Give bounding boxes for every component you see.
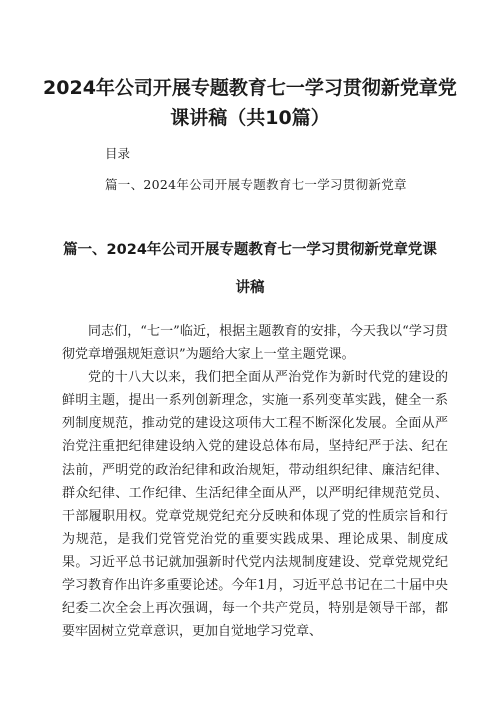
section-title-line1: 篇一、2024年公司开展专题教育七一学习贯彻新党章党课 [63, 242, 437, 258]
paragraph: 党的十八大以来，我们把全面从严治党作为新时代党的建设的鲜明主题，提出一系列创新理念，实施一系列变革实践，健全一系列制度规范，推动党的建设这项伟大工程不断深化发展。全面从严治党注重把纪律建设纳入党的建设总体布局，坚持纪严于法、纪在法前，严明党的政治纪律和政治规矩，带动组织纪律、廉洁纪律、群众纪律、工作纪律、生活纪律全面从严，以严明纪律规范党员、干部履职用权。党章党规党纪充分反映和体现了党的性质宗旨和行为规范，是我们党管党治党的重要实践成果、理论成果、制度成果。习近平总书记就加强新时代党内法规制度建设、党章党规党纪学习教育作出许多重要论述。今年1月，习近平总书记在二十届中央纪委二次全会上再次强调，每一个共产党员，特别是领导干部，都要牢固树立党章意识，更加自觉地学习党章、 [62, 370, 448, 640]
toc-item[interactable]: 篇一、2024年公司开展专题教育七一学习贯彻新党章 [105, 177, 407, 192]
section-title [60, 231, 440, 307]
toc-heading: 目录 [105, 146, 131, 161]
document-title: 2024年公司开展专题教育七一学习贯彻新党章党课讲稿（共10篇） [43, 77, 457, 129]
section-title-line2: 讲稿 [235, 280, 265, 296]
paragraph: 同志们，“七一”临近，根据主题教育的安排，今天我以“学习贯彻党章增强规矩意识”为题给大家上一堂主题党课。 [62, 324, 448, 363]
body-text [62, 320, 448, 643]
